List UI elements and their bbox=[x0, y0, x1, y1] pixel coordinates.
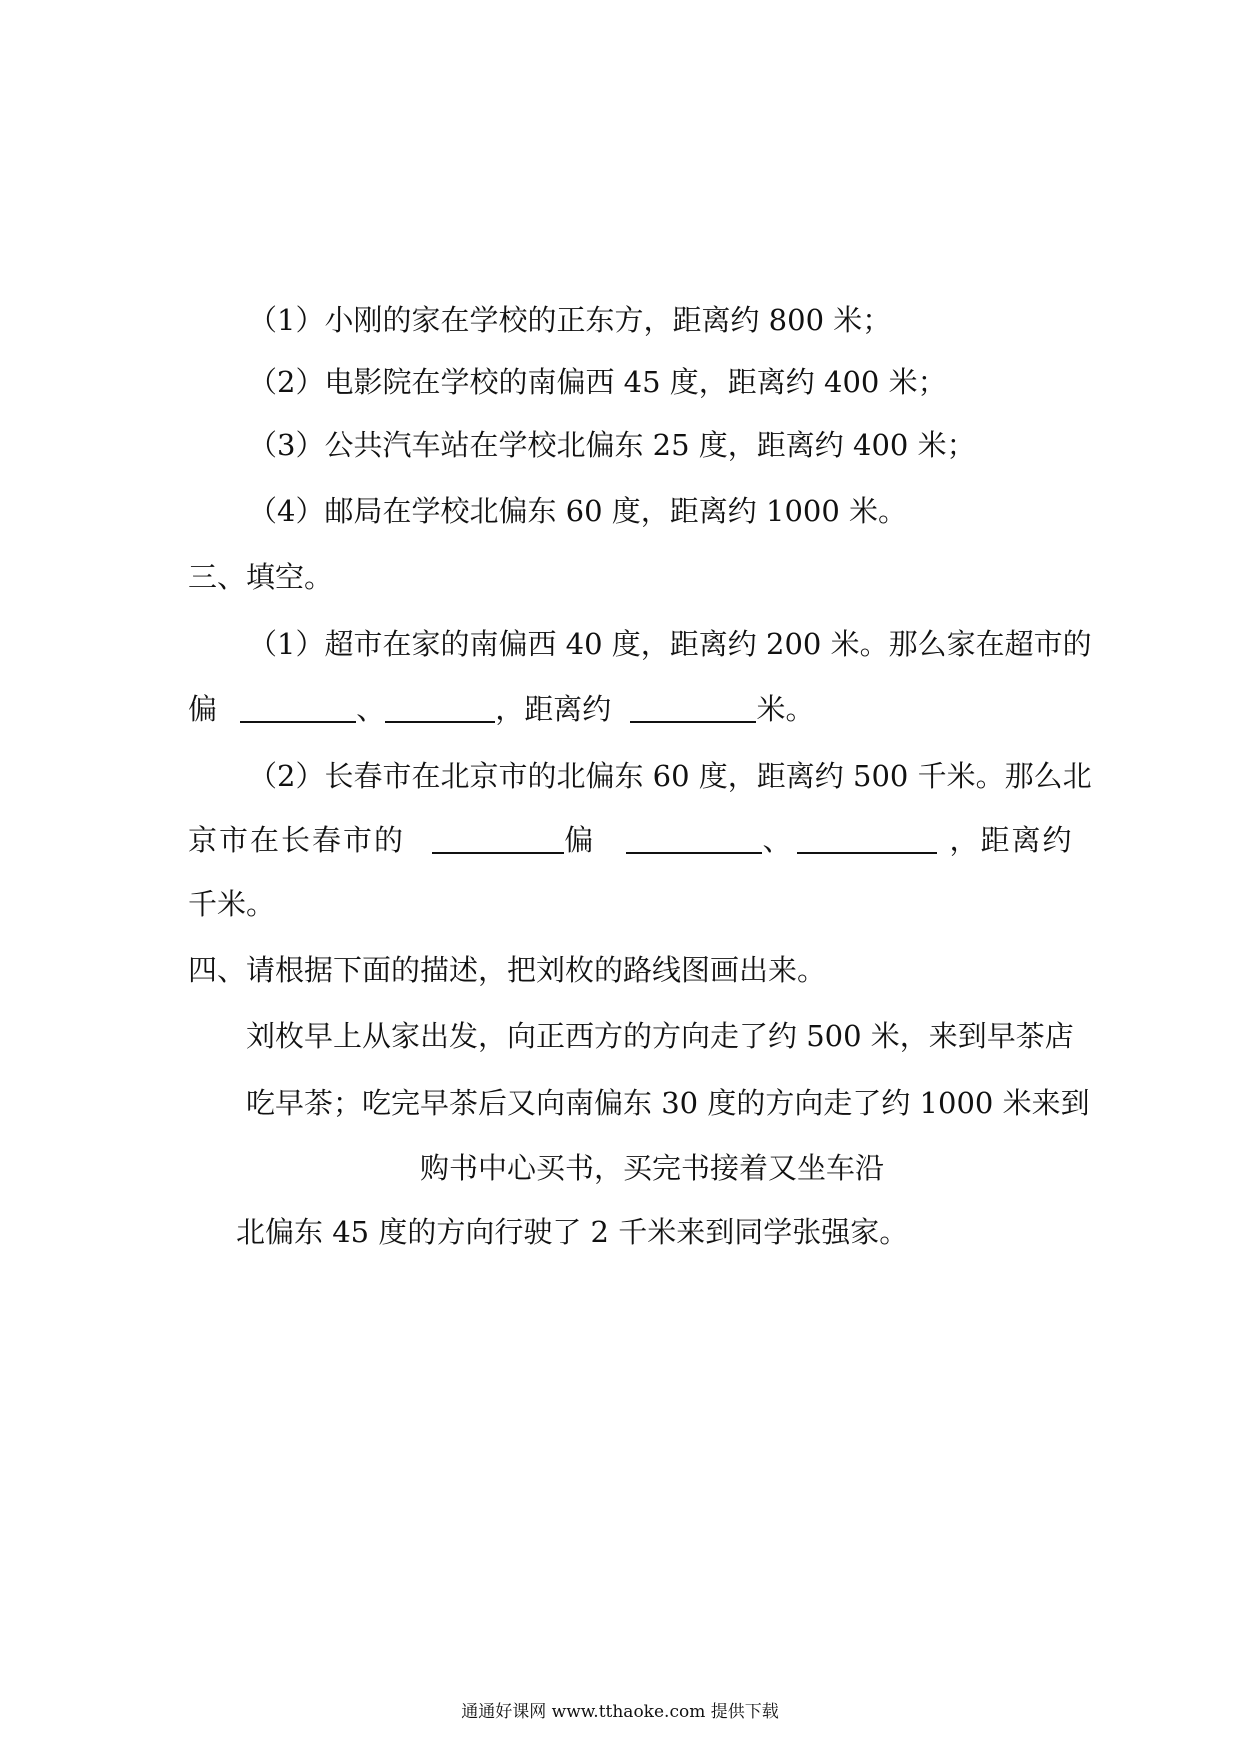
section-4-heading: 四、请根据下面的描述，把刘枚的路线图画出来。 bbox=[188, 953, 827, 987]
fill-text: 偏 bbox=[188, 692, 218, 726]
direction-item-1: （1）小刚的家在学校的正东方，距离约 800 米； bbox=[248, 303, 892, 337]
page-footer: 通通好课网 www.tthaoke.com 提供下载 bbox=[461, 1702, 779, 1722]
fill-text: 、 bbox=[762, 823, 794, 857]
fill-text: 京市在长春市的 bbox=[188, 823, 406, 857]
direction-item-4: （4）邮局在学校北偏东 60 度，距离约 1000 米。 bbox=[248, 494, 908, 528]
direction-item-2: （2）电影院在学校的南偏西 45 度，距离约 400 米； bbox=[248, 365, 947, 399]
answer-blank[interactable] bbox=[240, 691, 356, 723]
answer-blank[interactable] bbox=[626, 822, 762, 854]
route-description-line-1: 刘枚早上从家出发，向正西方的方向走了约 500 米，来到早茶店 bbox=[246, 1019, 1074, 1053]
fill-text: 米。 bbox=[756, 692, 815, 726]
fill-question-1-line-1: （1）超市在家的南偏西 40 度，距离约 200 米。那么家在超市的 bbox=[248, 627, 1092, 661]
fill-text: ，距离约 bbox=[949, 823, 1074, 857]
answer-blank[interactable] bbox=[797, 822, 937, 854]
fill-question-2-line-1: （2）长春市在北京市的北偏东 60 度，距离约 500 千米。那么北 bbox=[248, 759, 1092, 793]
fill-question-1-line-2 bbox=[188, 689, 815, 729]
fill-text: 、 bbox=[356, 692, 386, 726]
route-description-line-2: 吃早茶；吃完早茶后又向南偏东 30 度的方向走了约 1000 米来到 bbox=[246, 1086, 1090, 1120]
route-description-line-4: 北偏东 45 度的方向行驶了 2 千米来到同学张强家。 bbox=[236, 1215, 909, 1249]
route-description-line-3: 购书中心买书，买完书接着又坐车沿 bbox=[420, 1151, 885, 1185]
answer-blank[interactable] bbox=[432, 822, 564, 854]
fill-question-2-line-2 bbox=[188, 820, 1074, 860]
fill-text: ，距离约 bbox=[495, 692, 612, 726]
direction-item-3: （3）公共汽车站在学校北偏东 25 度，距离约 400 米； bbox=[248, 428, 976, 462]
fill-text: 偏 bbox=[564, 823, 596, 857]
answer-blank[interactable] bbox=[630, 691, 756, 723]
answer-blank[interactable] bbox=[385, 691, 495, 723]
fill-question-2-line-3: 千米。 bbox=[188, 887, 276, 921]
section-3-heading: 三、填空。 bbox=[188, 560, 334, 594]
